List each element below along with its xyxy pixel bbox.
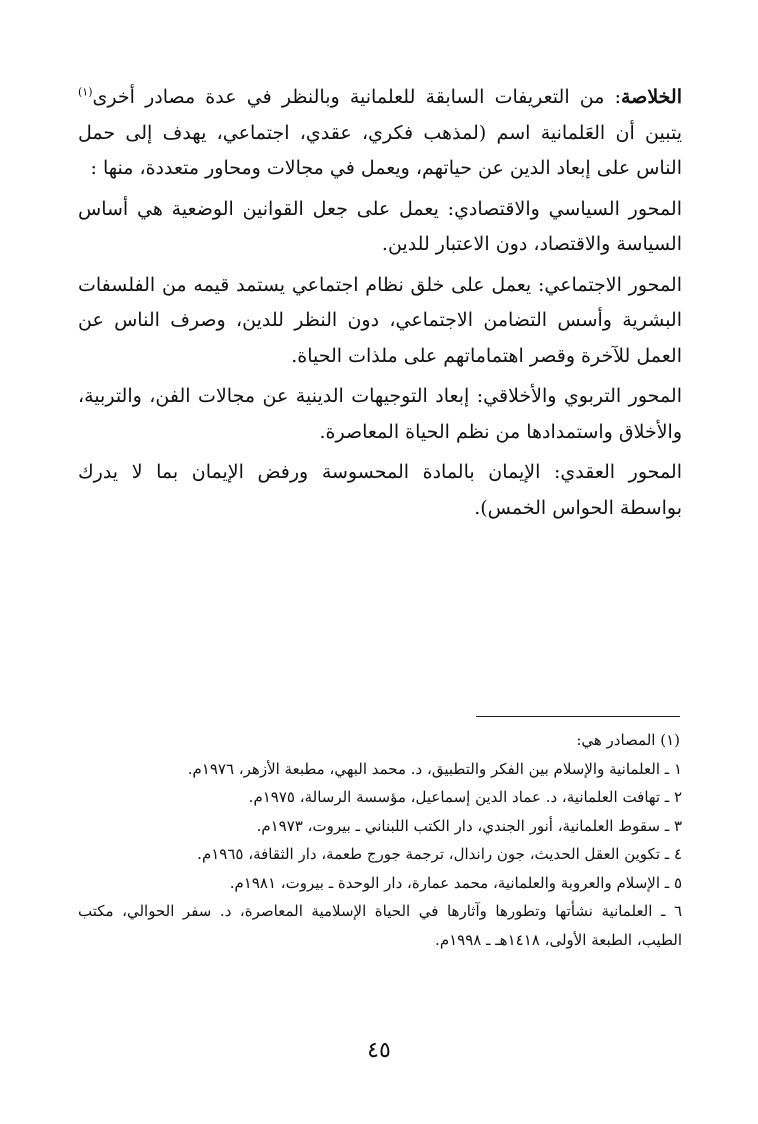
axis-social: المحور الاجتماعي: يعمل على خلق نظام اجتماعي يستمد قيمه من الفلسفات البشرية وأسس التضامن الاجتماعي، دون النظر للدين، وصرف الناس عن العمل للآخرة وقصر اهتماماتهم على ملذات الحياة. [78,273,682,367]
footnotes-section [78,726,682,954]
main-text [78,80,682,531]
source-item: ٢ ـ تهافت العلمانية، د. عماد الدين إسماعيل، مؤسسة الرسالة، ١٩٧٥م. [248,788,682,806]
source-item: ٦ ـ العلمانية نشأتها وتطورها وآثارها في الحياة الإسلامية المعاصرة، د. سفر الحوالي، مكتب الطيب، الطبعة الأولى، ١٤١٨هـ ـ ١٩٩٨م. [78,902,682,949]
source-item: ٣ ـ سقوط العلمانية، أنور الجندي، دار الكتب اللبناني ـ بيروت، ١٩٧٣م. [256,816,682,835]
summary-paragraph [78,80,682,187]
summary-text-end: يتبين أن العَلمانية اسم (لمذهب فكري، عقدي، اجتماعي، يهدف إلى حمل الناس على إبعاد الدين عن حياتهم، ويعمل في مجالات ومحاور متعددة، منها : [78,121,682,179]
footnote-divider [476,716,680,717]
summary-text-start: : من التعريفات السابقة للعلمانية وبالنظر في عدة مصادر أخرى [92,86,621,108]
footnote-heading: (١) المصادر هي: [576,731,680,749]
axis-political-economic: المحور السياسي والاقتصادي: يعمل على جعل القوانين الوضعية هي أساس السياسة والاقتصاد، دون الاعتبار للدين. [78,197,682,255]
page-number: ٤٥ [367,1038,391,1063]
axis-creedal: المحور العقدي: الإيمان بالمادة المحسوسة ورفض الإيمان بما لا يدرك بواسطة الحواس الخمس). [78,461,682,519]
summary-lead: الخلاصة [621,86,682,108]
source-item: ١ ـ العلمانية والإسلام بين الفكر والتطبيق، د. محمد البهي، مطبعة الأزهر، ١٩٧٦م. [187,759,682,778]
footnote-marker[interactable]: (١) [78,85,93,99]
axis-educational-moral: المحور التربوي والأخلاقي: إبعاد التوجيهات الدينية عن مجالات الفن، والتربية، والأخلاق واستمدادها من نظم الحياة المعاصرة. [78,385,682,443]
source-item: ٥ ـ الإسلام والعروبة والعلمانية، محمد عمارة، دار الوحدة ـ بيروت، ١٩٨١م. [229,873,682,892]
sources-list [78,755,682,955]
source-item: ٤ ـ تكوين العقل الحديث، جون راندال، ترجمة جورج طعمة، دار الثقافة، ١٩٦٥م. [197,845,682,863]
